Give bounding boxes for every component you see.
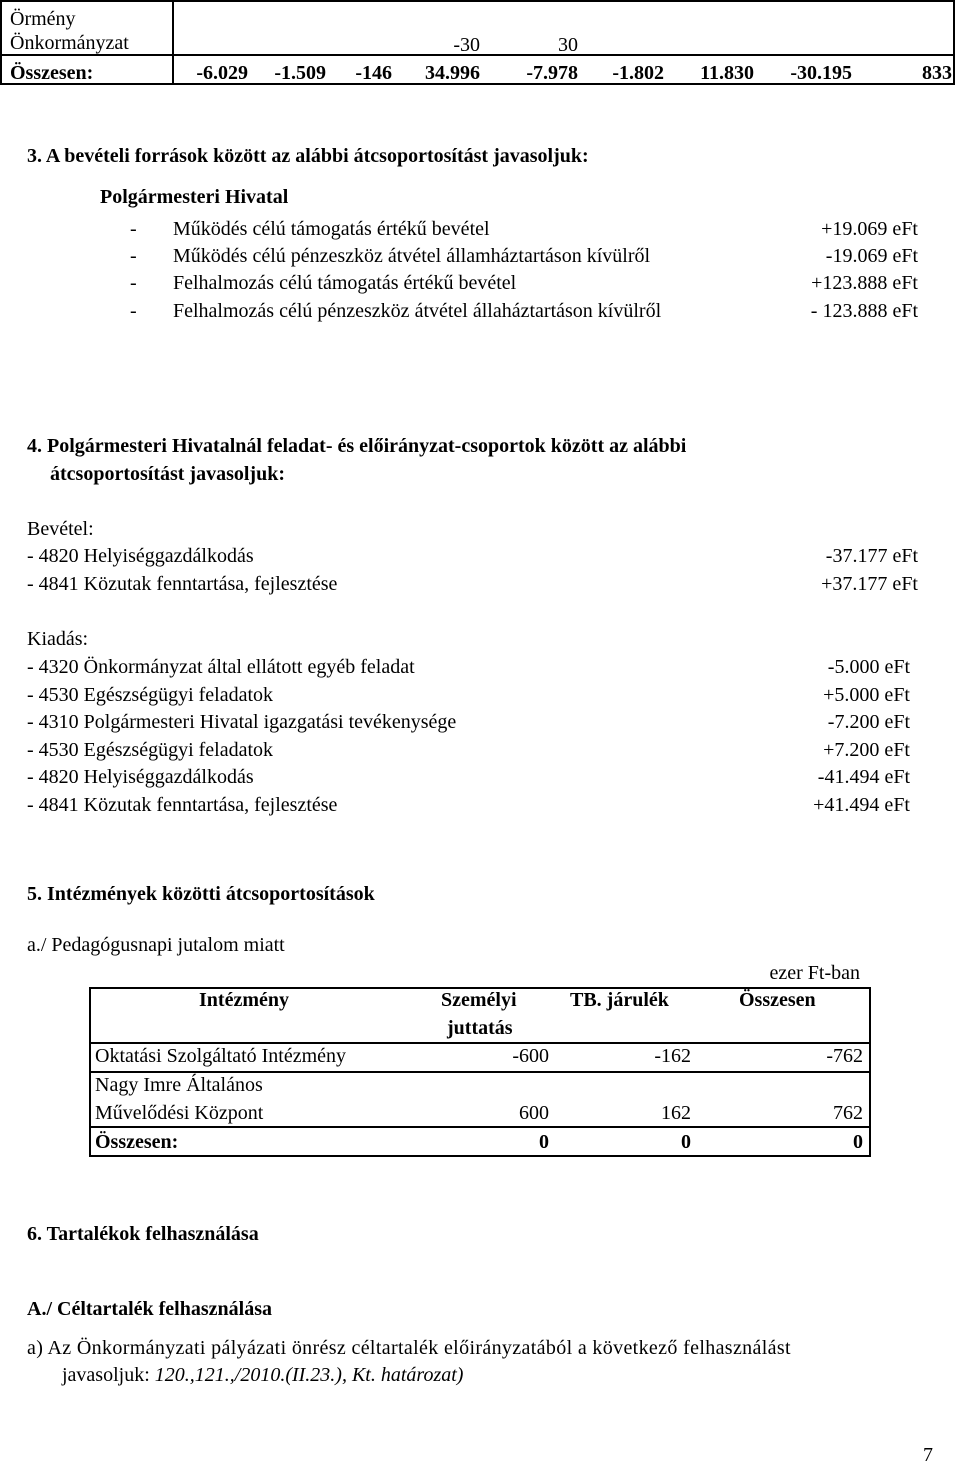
list-item-text: - 4320 Önkormányzat által ellátott egyéb feladat — [27, 656, 415, 678]
section6-heading: 6. Tartalékok felhasználása — [27, 1223, 259, 1245]
list-item-amount: +41.494 eFt — [813, 794, 910, 816]
list-item-text: - 4530 Egészségügyi feladatok — [27, 739, 274, 761]
table-row-divider — [89, 1071, 871, 1073]
list-item-text: - 4841 Közutak fenntartása, fejlesztése — [27, 573, 338, 595]
table-header: Személyi — [441, 989, 517, 1011]
table-total-cell: 0 — [853, 1131, 863, 1153]
table-cell: 600 — [519, 1102, 549, 1124]
expense-label: Kiadás: — [27, 628, 89, 650]
list-dash: - — [130, 300, 137, 322]
income-label: Bevétel: — [27, 518, 94, 540]
section5-subheading: a./ Pedagógusnapi jutalom miatt — [27, 934, 285, 956]
list-item-text: Felhalmozás célú támogatás értékű bevétel — [173, 272, 517, 294]
table-cell: -162 — [654, 1045, 691, 1067]
table-row-divider — [89, 1042, 871, 1044]
list-item-amount: -19.069 eFt — [825, 245, 918, 267]
table-row-divider — [89, 1126, 871, 1128]
section3-subheading: Polgármesteri Hivatal — [100, 186, 289, 208]
page-number: 7 — [923, 1444, 933, 1466]
list-item-amount: +7.200 eFt — [823, 739, 910, 761]
list-item-amount: -7.200 eFt — [827, 711, 910, 733]
summary-table — [0, 0, 955, 85]
total-value: -146 — [355, 62, 392, 84]
section5-heading: 5. Intézmények közötti átcsoportosítások — [27, 883, 375, 905]
table-header: TB. járulék — [570, 989, 669, 1011]
total-value: -7.978 — [526, 62, 578, 84]
table-total-cell: 0 — [539, 1131, 549, 1153]
table-cell: Művelődési Központ — [95, 1102, 264, 1124]
list-item-amount: +123.888 eFt — [811, 272, 918, 294]
table-cell: Oktatási Szolgáltató Intézmény — [95, 1045, 347, 1067]
list-item-text: Működés célú pénzeszköz átvétel államháztartáson kívülről — [173, 245, 651, 267]
total-value: -1.802 — [612, 62, 664, 84]
paragraph-text: javasoljuk: — [62, 1364, 155, 1386]
list-item-amount: +37.177 eFt — [821, 573, 918, 595]
list-item-amount: +19.069 eFt — [821, 218, 918, 240]
list-item-amount: -5.000 eFt — [827, 656, 910, 678]
list-item-amount: -41.494 eFt — [817, 766, 910, 788]
list-dash: - — [130, 245, 137, 267]
list-dash: - — [130, 218, 137, 240]
list-item-text: - 4310 Polgármesteri Hivatal igazgatási tevékenysége — [27, 711, 457, 733]
list-item-text: - 4820 Helyiséggazdálkodás — [27, 766, 254, 788]
total-value: 11.830 — [700, 62, 754, 84]
table-cell: Nagy Imre Általános — [95, 1074, 263, 1096]
list-item-amount: +5.000 eFt — [823, 684, 910, 706]
paragraph-line: a) Az Önkormányzati pályázati önrész céltartalék előirányzatából a következő felhasználást — [27, 1337, 791, 1359]
list-item-amount: -37.177 eFt — [825, 545, 918, 567]
row1-value: -30 — [453, 34, 480, 56]
list-item-text: Működés célú támogatás értékű bevétel — [173, 218, 490, 240]
table-cell: -762 — [826, 1045, 863, 1067]
table-header: Összesen — [739, 989, 816, 1011]
total-value: -6.029 — [196, 62, 248, 84]
row-label-line2: Önkormányzat — [10, 32, 129, 54]
section3-heading: 3. A bevételi források között az alábbi átcsoportosítást javasoljuk: — [27, 145, 589, 167]
paragraph-line2 — [62, 1364, 463, 1386]
list-item-amount: - 123.888 eFt — [810, 300, 918, 322]
list-dash: - — [130, 272, 137, 294]
list-item-text: - 4820 Helyiséggazdálkodás — [27, 545, 254, 567]
table-header: Intézmény — [199, 989, 289, 1011]
row1-value: 30 — [558, 34, 578, 56]
list-item-text: - 4530 Egészségügyi feladatok — [27, 684, 274, 706]
total-value: 833 — [922, 62, 952, 84]
list-item-text: - 4841 Közutak fenntartása, fejlesztése — [27, 794, 338, 816]
table-header: juttatás — [447, 1017, 513, 1039]
total-value: 34.996 — [425, 62, 480, 84]
section4-heading-line2: átcsoportosítást javasoljuk: — [50, 463, 285, 485]
row-label-line1: Örmény — [10, 8, 76, 30]
list-item-text: Felhalmozás célú pénzeszköz átvétel állaháztartáson kívülről — [173, 300, 662, 322]
table-cell: 162 — [661, 1102, 691, 1124]
paragraph-reference: 120.,121.,/2010.(II.23.), Kt. határozat) — [154, 1364, 464, 1386]
total-value: -30.195 — [790, 62, 852, 84]
total-label: Összesen: — [10, 62, 94, 84]
section6-subheading: A./ Céltartalék felhasználása — [27, 1298, 272, 1320]
table-total-cell: 0 — [681, 1131, 691, 1153]
table-cell: 762 — [833, 1102, 863, 1124]
institution-table — [89, 987, 871, 1157]
table-total-label: Összesen: — [95, 1131, 179, 1153]
total-value: -1.509 — [274, 62, 326, 84]
section4-heading: 4. Polgármesteri Hivatalnál feladat- és előirányzat-csoportok között az alábbi — [27, 435, 687, 457]
table-cell: -600 — [512, 1045, 549, 1067]
unit-label: ezer Ft-ban — [769, 962, 860, 984]
